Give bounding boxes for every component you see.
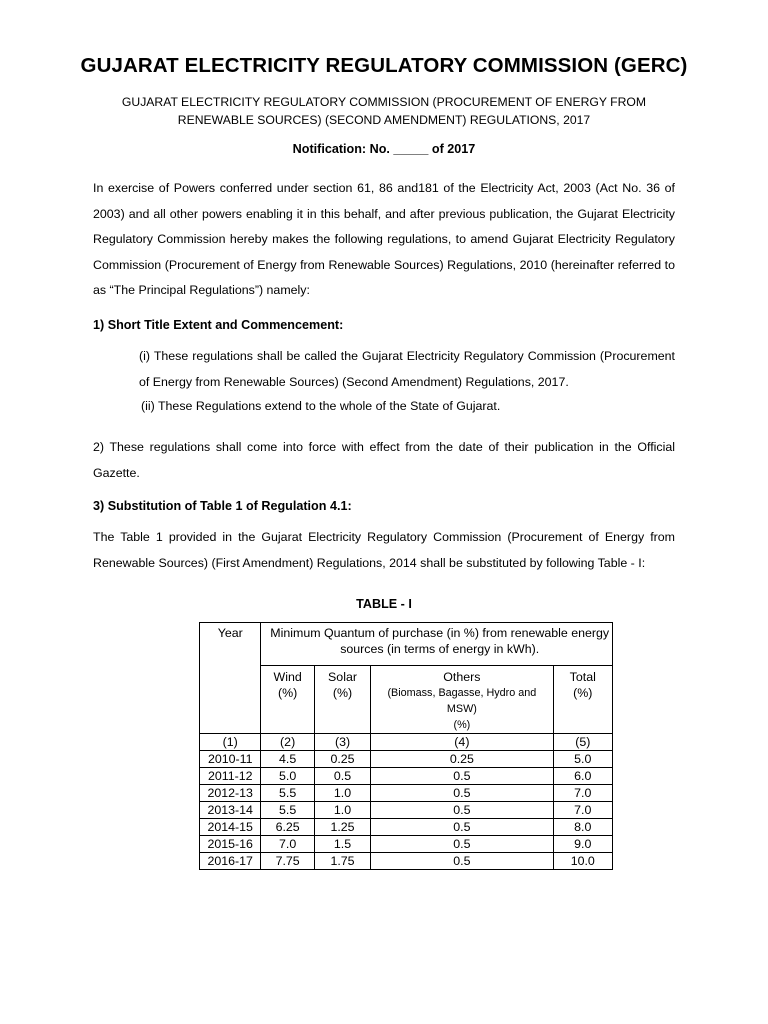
preamble-paragraph: In exercise of Powers conferred under section 61, 86 and181 of the Electricity Act, 2003 (Act No. 36 of 2003) and all other powers enabling it in this behalf, and after previous publication, the Gujarat Electricity Regulatory Commission hereby makes the following regulations, to amend Gujarat Electricity Regulatory Commission (Procurement of Energy from Renewable Sources) Regulations, 2010 (hereinafter referred to as “The Principal Regulations”) namely:	[93, 181, 675, 297]
solar-cell: 1.5	[314, 836, 370, 853]
total-cell: 7.0	[553, 802, 612, 819]
others-header-unit: (%)	[453, 719, 471, 731]
wind-cell: 7.0	[261, 836, 314, 853]
others-cell: 0.5	[371, 768, 553, 785]
year-cell: 2010-11	[200, 751, 261, 768]
others-header-label: Others	[443, 670, 481, 684]
column-number: (5)	[553, 734, 612, 751]
year-cell: 2014-15	[200, 819, 261, 836]
section-2-paragraph: 2) These regulations shall come into force with effect from the date of their publication in the Official Gazette.	[93, 440, 675, 480]
year-cell: 2013-14	[200, 802, 261, 819]
section-1-heading: 1) Short Title Extent and Commencement:	[93, 318, 344, 332]
column-number: (1)	[200, 734, 261, 751]
year-cell: 2016-17	[200, 853, 261, 870]
solar-cell: 1.0	[314, 785, 370, 802]
total-header-unit: (%)	[573, 686, 593, 700]
total-cell: 5.0	[553, 751, 612, 768]
total-cell: 10.0	[553, 853, 612, 870]
solar-cell: 1.75	[314, 853, 370, 870]
total-column-header	[553, 666, 612, 734]
others-header-detail: (Biomass, Bagasse, Hydro and MSW)	[387, 687, 537, 715]
document-subtitle: GUJARAT ELECTRICITY REGULATORY COMMISSION (PROCUREMENT OF ENERGY FROM RENEWABLE SOURCES) (SECOND AMENDMENT) REGULATIONS, 2017	[121, 95, 647, 127]
quantum-group-header: Minimum Quantum of purchase (in %) from renewable energy sources (in terms of energy in kWh).	[261, 623, 613, 666]
wind-cell: 5.5	[261, 785, 314, 802]
solar-header-unit: (%)	[332, 686, 353, 700]
total-cell: 6.0	[553, 768, 612, 785]
others-cell: 0.5	[371, 819, 553, 836]
table-row	[200, 853, 613, 870]
table-row	[200, 768, 613, 785]
wind-cell: 5.0	[261, 768, 314, 785]
section-3-paragraph: The Table 1 provided in the Gujarat Electricity Regulatory Commission (Procurement of Energy from Renewable Sources) (First Amendment) Regulations, 2014 shall be substituted by following Table - I:	[93, 530, 675, 570]
wind-column-header	[261, 666, 314, 734]
table-row	[200, 836, 613, 853]
others-column-header	[371, 666, 553, 734]
table-caption: TABLE - I	[356, 597, 412, 611]
column-number: (3)	[314, 734, 370, 751]
solar-cell: 1.25	[314, 819, 370, 836]
wind-cell: 4.5	[261, 751, 314, 768]
column-number: (4)	[371, 734, 553, 751]
total-cell: 8.0	[553, 819, 612, 836]
others-cell: 0.5	[371, 785, 553, 802]
solar-header-label: Solar	[328, 670, 357, 684]
table-subheader-row	[200, 666, 613, 734]
solar-cell: 0.5	[314, 768, 370, 785]
document-title: GUJARAT ELECTRICITY REGULATORY COMMISSION (GERC)	[80, 54, 688, 77]
quantum-table	[199, 622, 613, 870]
year-column-header: Year	[200, 623, 261, 734]
others-cell: 0.5	[371, 853, 553, 870]
column-number-row	[200, 734, 613, 751]
section-3-heading: 3) Substitution of Table 1 of Regulation 4.1:	[93, 499, 352, 513]
wind-cell: 6.25	[261, 819, 314, 836]
table-row	[200, 819, 613, 836]
others-cell: 0.5	[371, 802, 553, 819]
table-header-row	[200, 623, 613, 666]
total-cell: 9.0	[553, 836, 612, 853]
table-row	[200, 785, 613, 802]
solar-cell: 0.25	[314, 751, 370, 768]
section-1-item-1: (i) These regulations shall be called the Gujarat Electricity Regulatory Commission (Procurement of Energy from Renewable Sources) (Second Amendment) Regulations, 2017.	[139, 349, 675, 389]
total-cell: 7.0	[553, 785, 612, 802]
solar-column-header	[314, 666, 370, 734]
table-row	[200, 751, 613, 768]
others-cell: 0.5	[371, 836, 553, 853]
wind-cell: 5.5	[261, 802, 314, 819]
year-cell: 2012-13	[200, 785, 261, 802]
wind-header-unit: (%)	[277, 686, 298, 700]
column-number: (2)	[261, 734, 314, 751]
solar-cell: 1.0	[314, 802, 370, 819]
year-cell: 2011-12	[200, 768, 261, 785]
wind-header-label: Wind	[273, 670, 302, 684]
total-header-label: Total	[569, 670, 596, 684]
section-1-item-2: (ii) These Regulations extend to the whole of the State of Gujarat.	[141, 399, 501, 413]
others-cell: 0.25	[371, 751, 553, 768]
wind-cell: 7.75	[261, 853, 314, 870]
notification-number: Notification: No. _____ of 2017	[292, 142, 476, 156]
table-row	[200, 802, 613, 819]
year-cell: 2015-16	[200, 836, 261, 853]
